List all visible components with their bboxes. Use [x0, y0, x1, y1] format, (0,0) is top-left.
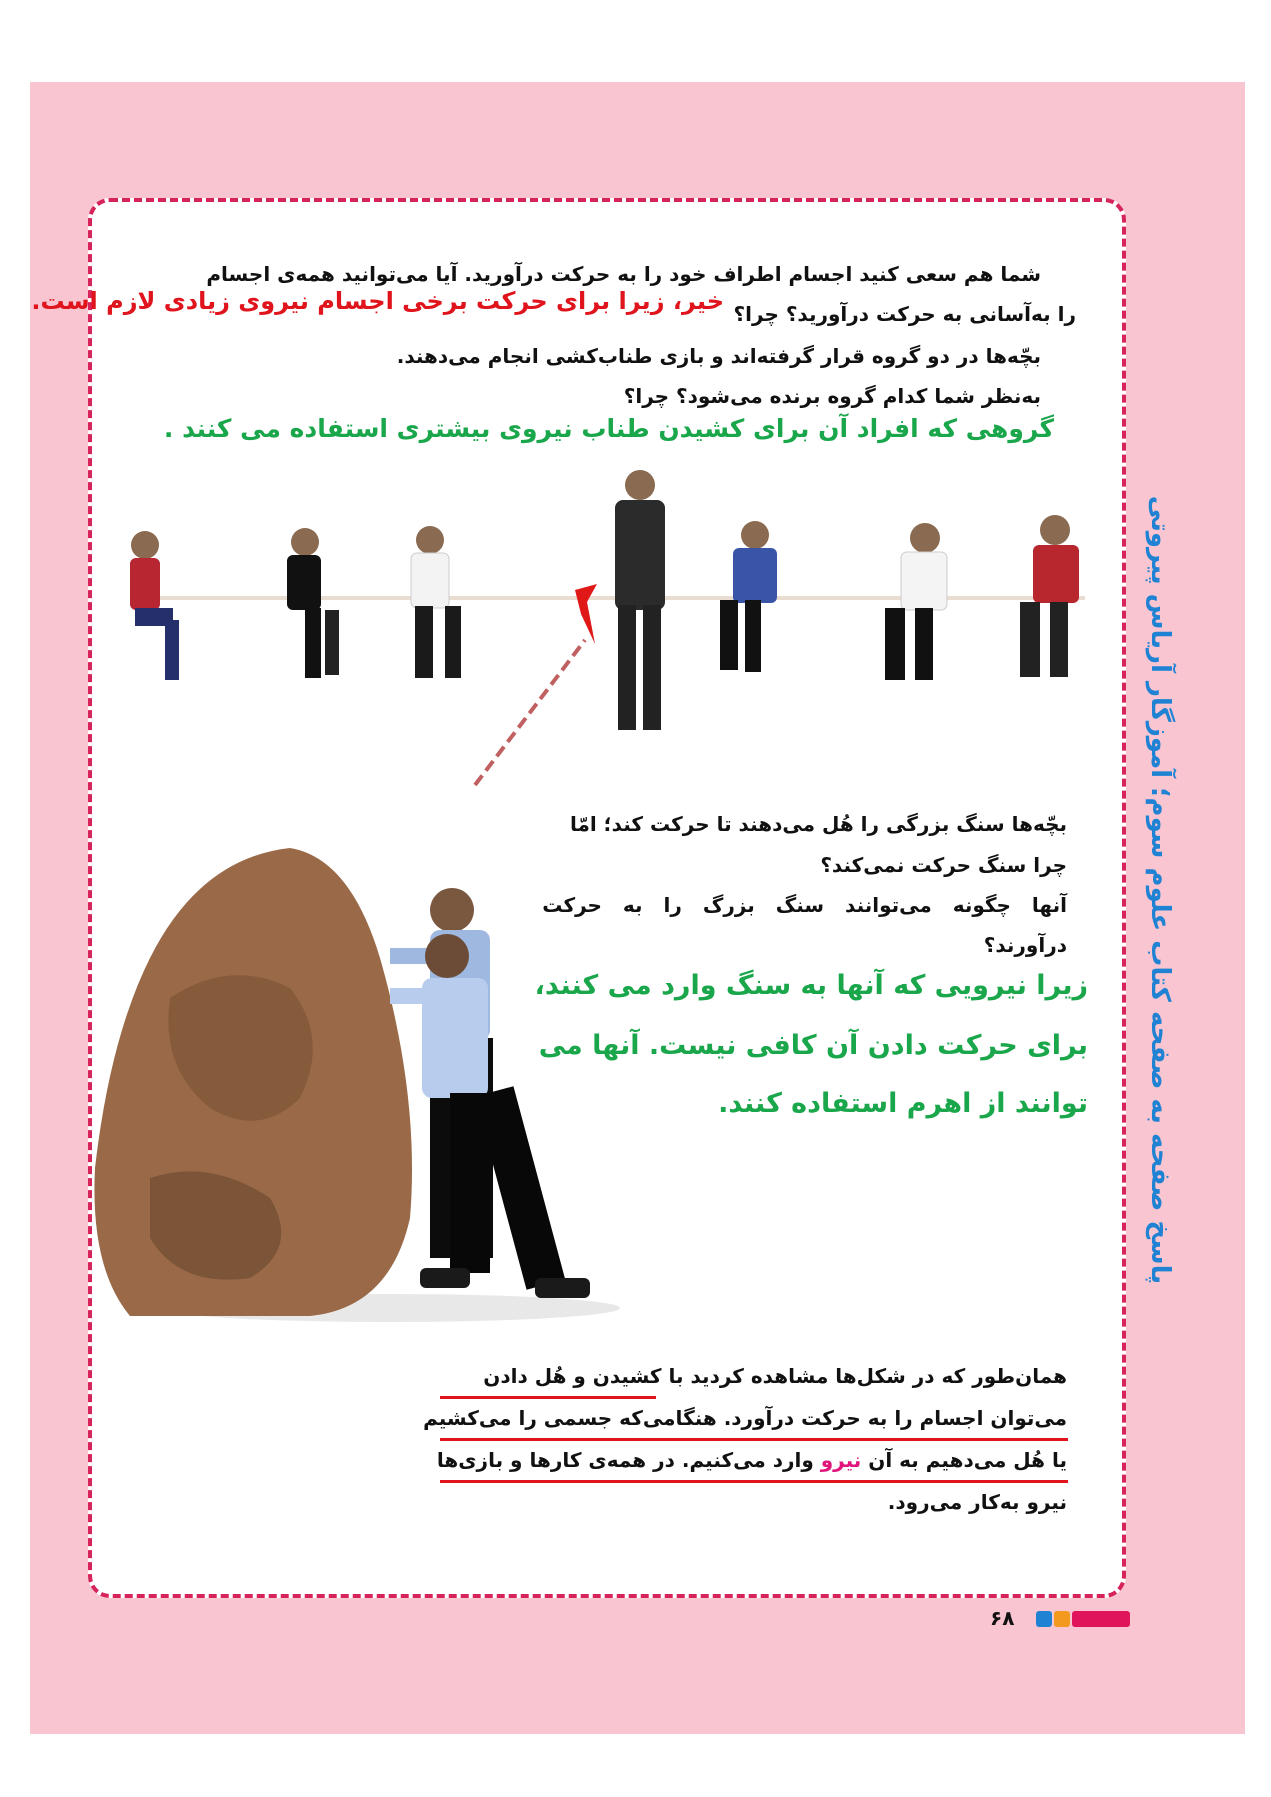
referee-figure: [615, 470, 665, 730]
left-team-figures: [130, 526, 461, 680]
question2-line2: به‌نظر شما کدام گروه برنده می‌شود؟ چرا؟: [623, 384, 1041, 408]
rock-answer-line2: برای حرکت دادن آن کافی نیست. آنها می: [538, 1030, 1088, 1061]
summary-line4: نیرو به‌کار می‌رود.: [887, 1490, 1067, 1514]
footer-orange-bar: [1054, 1611, 1070, 1627]
page-number: ۶۸: [990, 1606, 1015, 1630]
rock-question-line1: بچّه‌ها سنگ بزرگی را هُل می‌دهند تا حرکت کند؛ امّا: [569, 812, 1067, 836]
pushing-boys: [390, 888, 590, 1298]
rock-answer-line1: زیرا نیرویی که آنها به سنگ وارد می کنند،: [534, 970, 1088, 1001]
summary-line3: یا هُل می‌دهیم به آن نیرو وارد می‌کنیم. در همه‌ی کارها و بازی‌ها: [436, 1448, 1067, 1472]
rock-question-line3: آنها چگونه می‌توانند سنگ بزرگ را به حرکت: [542, 893, 1067, 917]
summary-line2: می‌توان اجسام را به حرکت درآورد. هنگامی‌که جسمی را می‌کشیم: [423, 1406, 1067, 1430]
question1-line2: را به‌آسانی به حرکت درآورید؟ چرا؟: [733, 302, 1076, 326]
question1-line1: شما هم سعی کنید اجسام اطراف خود را به حرکت درآورید. آیا می‌توانید همه‌ی اجسام: [206, 262, 1041, 286]
footer-blue-bar: [1036, 1611, 1052, 1627]
answer1-text: خیر، زیرا برای حرکت برخی اجسام نیروی زیادی لازم است.: [31, 287, 724, 315]
rock-answer-line3: توانند از اهرم استفاده کنند.: [718, 1088, 1088, 1119]
rock-pushing-image: [90, 838, 670, 1328]
question2-line1: بچّه‌ها در دو گروه قرار گرفته‌اند و بازی طناب‌کشی انجام می‌دهند.: [396, 344, 1041, 368]
summary-underline2: [440, 1438, 1068, 1441]
answer2-text: گروهی که افراد آن برای کشیدن طناب نیروی بیشتری استفاده می کنند .: [163, 414, 1054, 443]
tug-of-war-image: [115, 450, 1105, 790]
side-caption: پاسخ صفحه به صفحه کتاب علوم سوم؛ آموزگار آریاس پیروتی: [1145, 495, 1175, 1285]
summary-underline1: [440, 1396, 656, 1399]
footer-pink-bar: [1072, 1611, 1130, 1627]
summary-underline3: [440, 1480, 1068, 1483]
rock-question-line2: چرا سنگ حرکت نمی‌کند؟: [820, 853, 1067, 877]
summary-line1: همان‌طور که در شکل‌ها مشاهده کردید با کشیدن و هُل دادن: [483, 1364, 1067, 1388]
rock-question-line4: درآورند؟: [983, 933, 1067, 957]
force-word: نیرو: [820, 1448, 862, 1472]
